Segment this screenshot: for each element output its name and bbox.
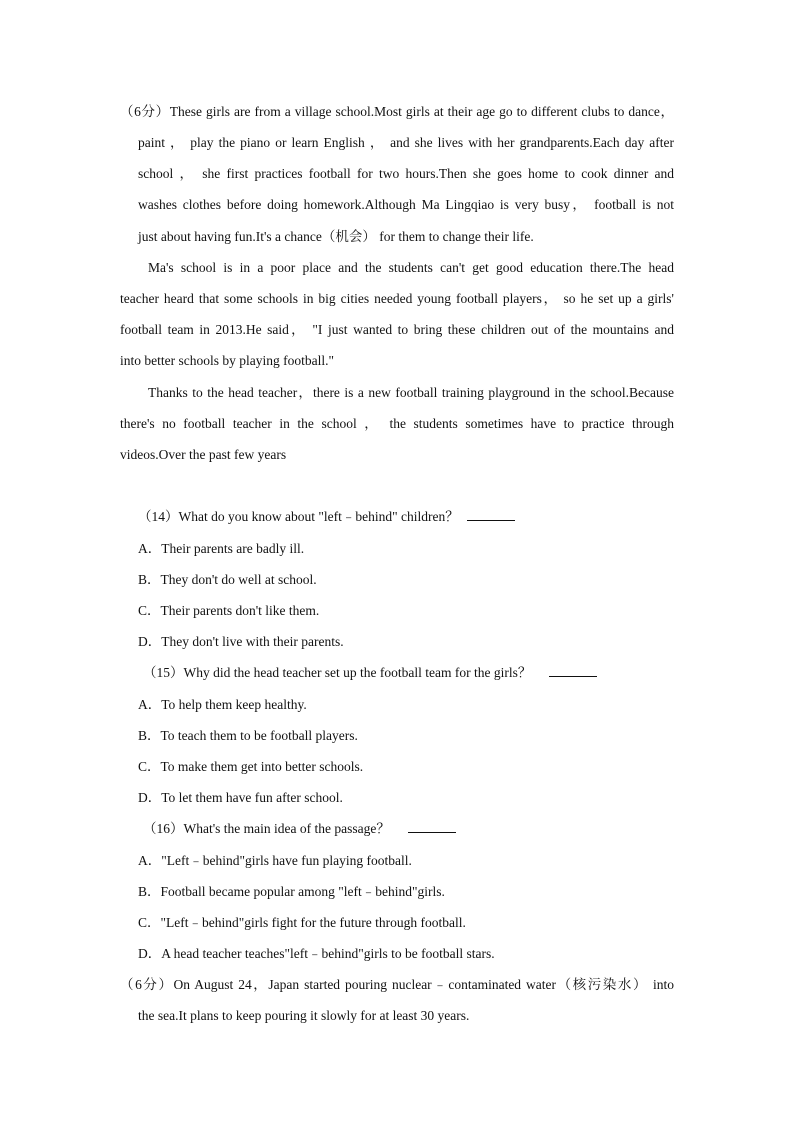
question-stem: （16）What's the main idea of the passage？: [143, 821, 390, 836]
question-15: [143, 664, 597, 682]
answer-blank[interactable]: [467, 508, 515, 521]
passage1-line-5: just about having fun.It's a chance（机会） for them to change their life.: [138, 229, 534, 244]
option-15-d: D．To let them have fun after school.: [138, 790, 343, 805]
passage1-line-2: paint ， play the piano or learn English ， and she lives with her grandparents.Each day after: [138, 135, 674, 150]
paragraph2-line-1: Ma's school is in a poor place and the students can't get good education there.The head: [148, 260, 674, 275]
passage2-line-1: （6分）On August 24，Japan started pouring nuclear﹣contaminated water（核污染水） into: [120, 977, 674, 992]
paragraph3-line-2: there's no football teacher in the school ， the students sometimes have to practice through: [120, 416, 674, 431]
passage2-line-2: the sea.It plans to keep pouring it slowly for at least 30 years.: [138, 1008, 470, 1023]
answer-blank[interactable]: [408, 820, 456, 833]
option-16-c: C．"Left﹣behind"girls fight for the future through football.: [138, 915, 466, 930]
option-16-b: B．Football became popular among "left﹣behind"girls.: [138, 884, 445, 899]
question-14: [138, 508, 515, 526]
option-16-d: D．A head teacher teaches"left﹣behind"girls to be football stars.: [138, 946, 495, 961]
question-stem: （14）What do you know about "left﹣behind" children？: [138, 509, 459, 524]
paragraph3-line-1: Thanks to the head teacher，there is a new football training playground in the school.Because: [148, 385, 674, 400]
passage1-line-1: （6分）These girls are from a village school.Most girls at their age go to different clubs to dance，: [120, 104, 674, 119]
question-16: [143, 820, 456, 838]
paragraph2-line-2: teacher heard that some schools in big cities needed young football players， so he set up a girls': [120, 291, 674, 306]
option-15-c: C．To make them get into better schools.: [138, 759, 364, 774]
option-15-a: A．To help them keep healthy.: [138, 697, 307, 712]
question-stem: （15）Why did the head teacher set up the football team for the girls？: [143, 665, 532, 680]
option-15-b: B．To teach them to be football players.: [138, 728, 358, 743]
answer-blank[interactable]: [549, 664, 597, 677]
paragraph2-line-4: into better schools by playing football.": [120, 353, 334, 368]
option-14-c: C．Their parents don't like them.: [138, 603, 320, 618]
passage1-line-4: washes clothes before doing homework.Although Ma Lingqiao is very busy， football is not: [138, 197, 674, 212]
option-14-d: D．They don't live with their parents.: [138, 634, 344, 649]
option-14-b: B．They don't do well at school.: [138, 572, 317, 587]
option-14-a: A．Their parents are badly ill.: [138, 541, 305, 556]
option-16-a: A．"Left﹣behind"girls have fun playing football.: [138, 853, 412, 868]
paragraph3-line-3: videos.Over the past few years: [120, 447, 287, 462]
passage1-line-3: school ， she first practices football for two hours.Then she goes home to cook dinner and: [138, 166, 674, 181]
paragraph2-line-3: football team in 2013.He said， "I just wanted to bring these children out of the mountains and: [120, 322, 674, 337]
